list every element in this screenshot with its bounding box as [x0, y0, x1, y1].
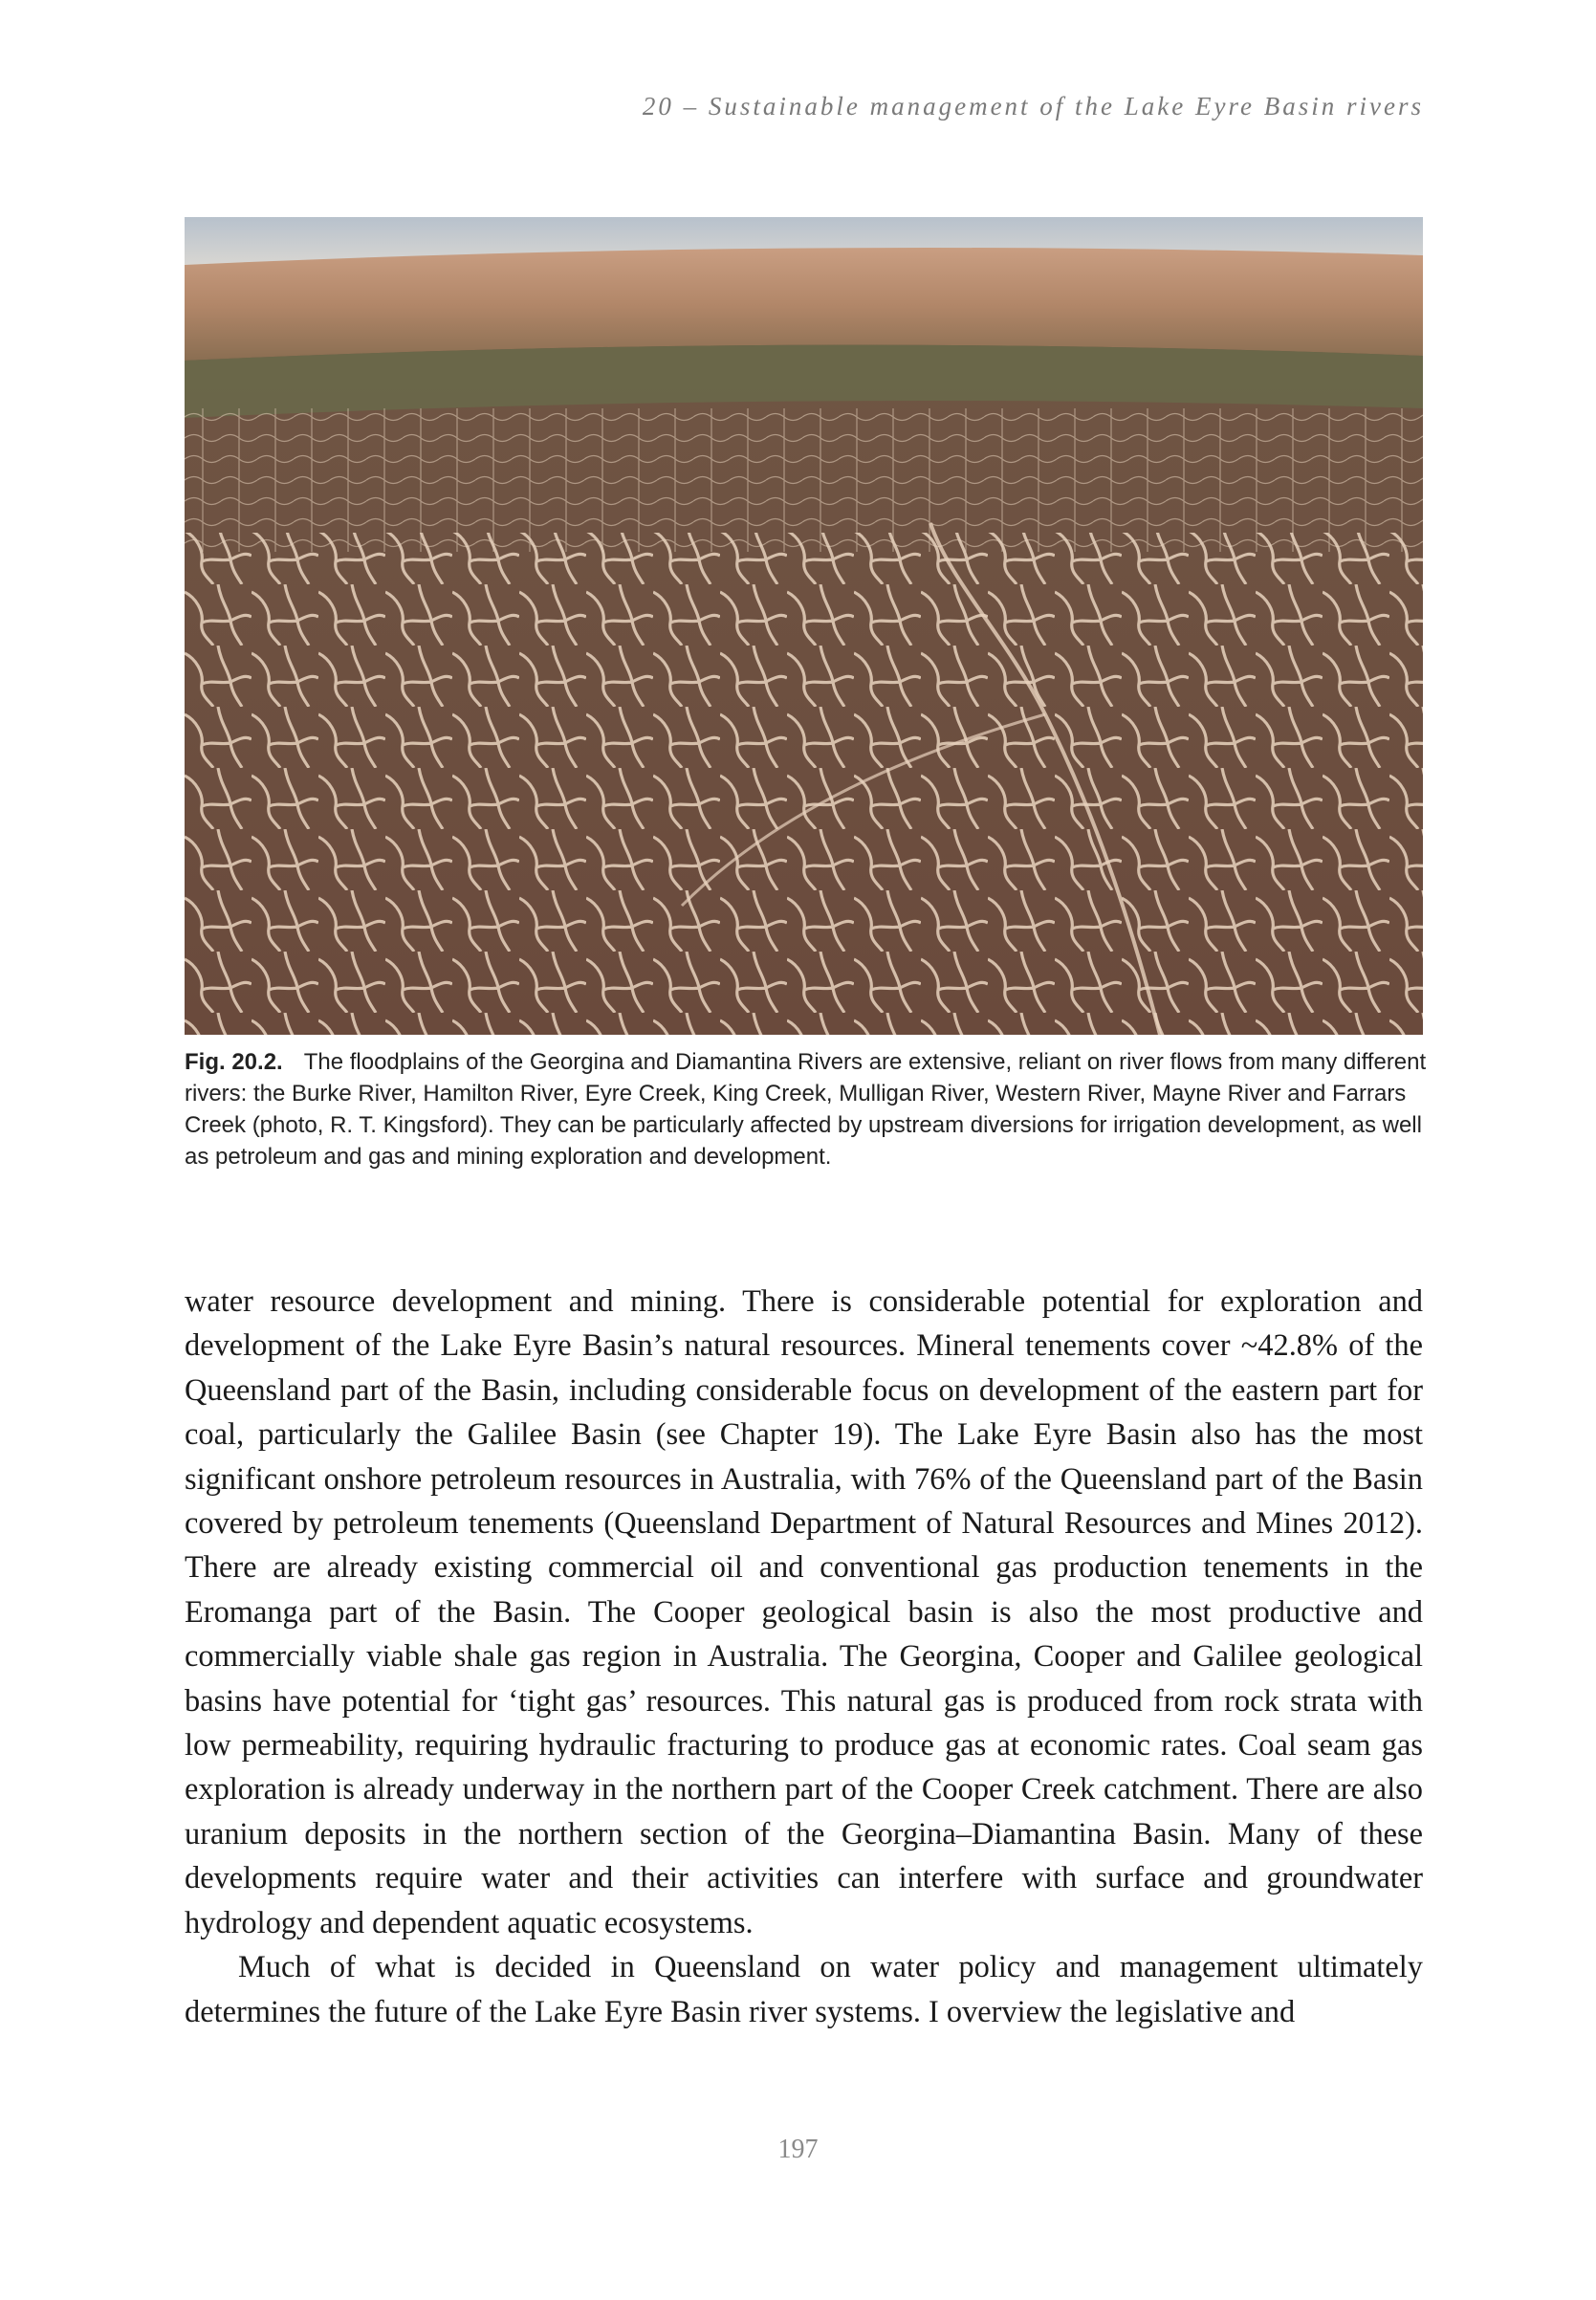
- floodplain-photo: [185, 217, 1423, 1035]
- body-text: [185, 1280, 1423, 2034]
- figure-label: Fig. 20.2.: [185, 1049, 283, 1075]
- body-paragraph: water resource development and mining. There is considerable potential for exploration and development of the Lake Eyre Basin’s natural resources. Mineral tenements cover ~42.8% of the Queensland part of the Basin, including considerable focus on development of the eastern part for coal, particularly the Galilee Basin (see Chapter 19). The Lake Eyre Basin also has the most significant onshore petroleum resources in Australia, with 76% of the Queensland part of the Basin covered by petroleum tenements (Queensland Department of Natural Resources and Mines 2012). There are already existing commercial oil and conventional gas production tenements in the Eromanga part of the Basin. The Cooper geological basin is also the most productive and commercially viable shale gas region in Australia. The Georgina, Cooper and Galilee geological basins have potential for ‘tight gas’ resources. This natural gas is produced from rock strata with low permeability, requiring hydraulic fracturing to produce gas at economic rates. Coal seam gas exploration is already underway in the northern part of the Cooper Creek catchment. There are also uranium deposits in the northern section of the Georgina–Diamantina Basin. Many of these developments require water and their activities can interfere with surface and groundwater hydrology and dependent aquatic ecosystems.: [185, 1284, 1423, 1940]
- figure-caption-text: The floodplains of the Georgina and Diamantina Rivers are extensive, reliant on river flows from many different rivers: the Burke River, Hamilton River, Eyre Creek, King Creek, Mulligan River, Western River, Mayne River and Farrars Creek (photo, R. T. Kingsford). They can be particularly affected by upstream diversions for irrigation development, as well as petroleum and gas and mining exploration and development.: [185, 1049, 1427, 1170]
- body-paragraph: Much of what is decided in Queensland on water policy and management ultimately determines the future of the Lake Eyre Basin river systems. I overview the legislative and: [185, 1950, 1423, 2029]
- figure-caption: [185, 1046, 1428, 1172]
- page-number: 197: [777, 2135, 819, 2164]
- running-header: 20 – Sustainable management of the Lake Eyre Basin rivers: [642, 92, 1424, 120]
